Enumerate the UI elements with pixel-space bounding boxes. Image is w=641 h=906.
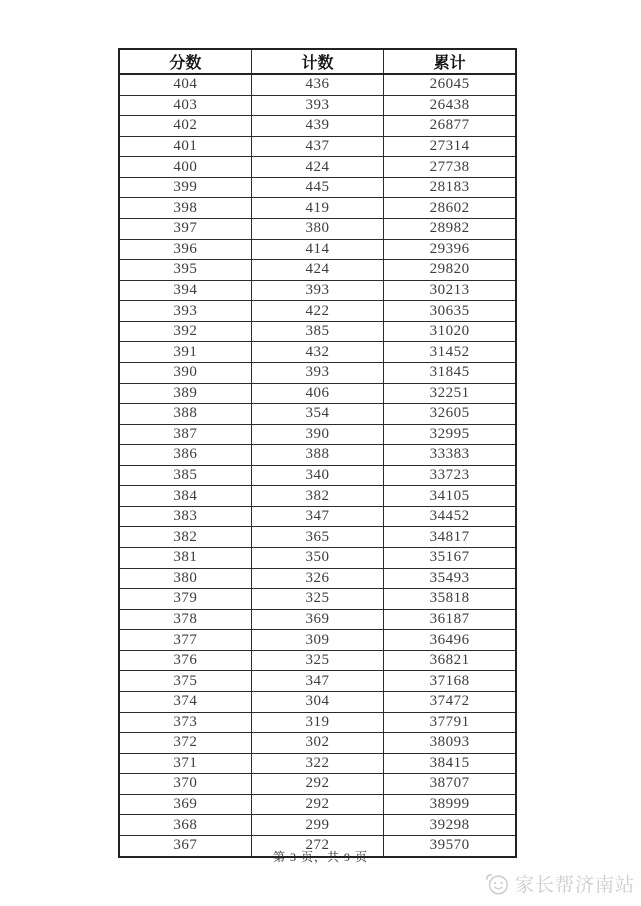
table-row bbox=[119, 157, 516, 178]
table-cell: 396 bbox=[119, 239, 251, 260]
table-cell: 392 bbox=[119, 321, 251, 342]
table-cell: 388 bbox=[119, 404, 251, 425]
table-cell: 38999 bbox=[384, 794, 516, 815]
table-cell: 29396 bbox=[384, 239, 516, 260]
table-cell: 299 bbox=[251, 815, 383, 836]
table-cell: 31845 bbox=[384, 362, 516, 383]
table-cell: 406 bbox=[251, 383, 383, 404]
watermark bbox=[484, 870, 635, 897]
table-cell: 393 bbox=[119, 301, 251, 322]
table-row bbox=[119, 424, 516, 445]
table-row bbox=[119, 527, 516, 548]
table-cell: 368 bbox=[119, 815, 251, 836]
table-cell: 32251 bbox=[384, 383, 516, 404]
table-row bbox=[119, 301, 516, 322]
table-cell: 365 bbox=[251, 527, 383, 548]
table-cell: 31452 bbox=[384, 342, 516, 363]
table-row bbox=[119, 404, 516, 425]
table-cell: 389 bbox=[119, 383, 251, 404]
table-cell: 32605 bbox=[384, 404, 516, 425]
table-cell: 340 bbox=[251, 465, 383, 486]
table-row bbox=[119, 506, 516, 527]
table-cell: 369 bbox=[251, 609, 383, 630]
table-cell: 304 bbox=[251, 691, 383, 712]
table-cell: 31020 bbox=[384, 321, 516, 342]
table-row bbox=[119, 568, 516, 589]
table-row bbox=[119, 815, 516, 836]
table-cell: 414 bbox=[251, 239, 383, 260]
table-cell: 432 bbox=[251, 342, 383, 363]
table-row bbox=[119, 445, 516, 466]
table-cell: 373 bbox=[119, 712, 251, 733]
table-cell: 380 bbox=[119, 568, 251, 589]
table-row bbox=[119, 609, 516, 630]
table-row bbox=[119, 691, 516, 712]
table-cell: 326 bbox=[251, 568, 383, 589]
table-cell: 370 bbox=[119, 774, 251, 795]
table-cell: 397 bbox=[119, 219, 251, 240]
table-row bbox=[119, 733, 516, 754]
table-cell: 30635 bbox=[384, 301, 516, 322]
table-row bbox=[119, 712, 516, 733]
table-cell: 38093 bbox=[384, 733, 516, 754]
table-cell: 292 bbox=[251, 794, 383, 815]
table-cell: 391 bbox=[119, 342, 251, 363]
header-count: 计数 bbox=[251, 49, 383, 74]
table-row bbox=[119, 280, 516, 301]
table-cell: 32995 bbox=[384, 424, 516, 445]
table-cell: 38707 bbox=[384, 774, 516, 795]
table-cell: 35493 bbox=[384, 568, 516, 589]
table-cell: 292 bbox=[251, 774, 383, 795]
table-cell: 28602 bbox=[384, 198, 516, 219]
table-row bbox=[119, 74, 516, 95]
table-cell: 382 bbox=[251, 486, 383, 507]
table-row bbox=[119, 486, 516, 507]
table-body bbox=[119, 74, 516, 857]
table-cell: 35167 bbox=[384, 548, 516, 569]
table-cell: 28183 bbox=[384, 177, 516, 198]
table-cell: 403 bbox=[119, 95, 251, 116]
table-cell: 395 bbox=[119, 260, 251, 281]
table-cell: 376 bbox=[119, 650, 251, 671]
table-cell: 347 bbox=[251, 671, 383, 692]
table-cell: 385 bbox=[251, 321, 383, 342]
table-cell: 35818 bbox=[384, 589, 516, 610]
table-row bbox=[119, 260, 516, 281]
table-cell: 37791 bbox=[384, 712, 516, 733]
table-cell: 367 bbox=[119, 835, 251, 857]
table-cell: 39570 bbox=[384, 835, 516, 857]
table-cell: 37472 bbox=[384, 691, 516, 712]
table-cell: 374 bbox=[119, 691, 251, 712]
table-cell: 29820 bbox=[384, 260, 516, 281]
table-cell: 27738 bbox=[384, 157, 516, 178]
table-cell: 378 bbox=[119, 609, 251, 630]
table-cell: 33723 bbox=[384, 465, 516, 486]
header-cumulative: 累计 bbox=[384, 49, 516, 74]
table-cell: 26877 bbox=[384, 116, 516, 137]
table-cell: 371 bbox=[119, 753, 251, 774]
page-number-footer: 第 3 页，共 9 页 bbox=[272, 850, 368, 864]
table-row bbox=[119, 774, 516, 795]
table-cell: 386 bbox=[119, 445, 251, 466]
table-cell: 390 bbox=[119, 362, 251, 383]
table-cell: 381 bbox=[119, 548, 251, 569]
table-cell: 302 bbox=[251, 733, 383, 754]
table-row bbox=[119, 753, 516, 774]
table-row bbox=[119, 116, 516, 137]
table-cell: 34105 bbox=[384, 486, 516, 507]
table-cell: 39298 bbox=[384, 815, 516, 836]
table-row bbox=[119, 342, 516, 363]
table-cell: 372 bbox=[119, 733, 251, 754]
table-row bbox=[119, 465, 516, 486]
table-row bbox=[119, 794, 516, 815]
table-cell: 354 bbox=[251, 404, 383, 425]
table-row bbox=[119, 650, 516, 671]
table-cell: 375 bbox=[119, 671, 251, 692]
table-row bbox=[119, 321, 516, 342]
table-cell: 30213 bbox=[384, 280, 516, 301]
table-cell: 27314 bbox=[384, 136, 516, 157]
table-cell: 394 bbox=[119, 280, 251, 301]
table-cell: 393 bbox=[251, 362, 383, 383]
table-row bbox=[119, 219, 516, 240]
table-cell: 439 bbox=[251, 116, 383, 137]
table-row bbox=[119, 136, 516, 157]
header-score: 分数 bbox=[119, 49, 251, 74]
table-cell: 325 bbox=[251, 650, 383, 671]
table-cell: 404 bbox=[119, 74, 251, 95]
table-cell: 34452 bbox=[384, 506, 516, 527]
smiley-logo-icon bbox=[484, 871, 510, 897]
table-cell: 377 bbox=[119, 630, 251, 651]
table-cell: 347 bbox=[251, 506, 383, 527]
score-table bbox=[118, 48, 517, 858]
table-cell: 424 bbox=[251, 157, 383, 178]
table-row bbox=[119, 548, 516, 569]
table-cell: 385 bbox=[119, 465, 251, 486]
table-cell: 36187 bbox=[384, 609, 516, 630]
table-cell: 380 bbox=[251, 219, 383, 240]
table-row bbox=[119, 177, 516, 198]
table-cell: 369 bbox=[119, 794, 251, 815]
watermark-text: 家长帮济南站 bbox=[514, 875, 635, 896]
table-cell: 322 bbox=[251, 753, 383, 774]
table-cell: 26045 bbox=[384, 74, 516, 95]
table-cell: 393 bbox=[251, 280, 383, 301]
table-cell: 309 bbox=[251, 630, 383, 651]
table-cell: 33383 bbox=[384, 445, 516, 466]
table-cell: 384 bbox=[119, 486, 251, 507]
table-row bbox=[119, 198, 516, 219]
table-cell: 382 bbox=[119, 527, 251, 548]
table-cell: 398 bbox=[119, 198, 251, 219]
table-cell: 325 bbox=[251, 589, 383, 610]
table-cell: 424 bbox=[251, 260, 383, 281]
table-cell: 422 bbox=[251, 301, 383, 322]
table-cell: 399 bbox=[119, 177, 251, 198]
table-row bbox=[119, 589, 516, 610]
table-row bbox=[119, 362, 516, 383]
table-cell: 379 bbox=[119, 589, 251, 610]
header-row bbox=[119, 49, 516, 74]
table-cell: 393 bbox=[251, 95, 383, 116]
table-cell: 38415 bbox=[384, 753, 516, 774]
table-cell: 436 bbox=[251, 74, 383, 95]
table-cell: 36496 bbox=[384, 630, 516, 651]
table-cell: 387 bbox=[119, 424, 251, 445]
table-cell: 437 bbox=[251, 136, 383, 157]
table-row bbox=[119, 239, 516, 260]
table-cell: 445 bbox=[251, 177, 383, 198]
table-cell: 419 bbox=[251, 198, 383, 219]
table-cell: 390 bbox=[251, 424, 383, 445]
table-cell: 36821 bbox=[384, 650, 516, 671]
table-cell: 28982 bbox=[384, 219, 516, 240]
table-cell: 400 bbox=[119, 157, 251, 178]
table-row bbox=[119, 630, 516, 651]
table-cell: 26438 bbox=[384, 95, 516, 116]
table-cell: 37168 bbox=[384, 671, 516, 692]
table-header bbox=[119, 49, 516, 74]
table-cell: 402 bbox=[119, 116, 251, 137]
table-row bbox=[119, 95, 516, 116]
table-row bbox=[119, 383, 516, 404]
table-cell: 34817 bbox=[384, 527, 516, 548]
table-row bbox=[119, 671, 516, 692]
table-cell: 383 bbox=[119, 506, 251, 527]
table-cell: 350 bbox=[251, 548, 383, 569]
table-cell: 388 bbox=[251, 445, 383, 466]
table-cell: 401 bbox=[119, 136, 251, 157]
table-cell: 272 bbox=[251, 835, 383, 857]
table-cell: 319 bbox=[251, 712, 383, 733]
